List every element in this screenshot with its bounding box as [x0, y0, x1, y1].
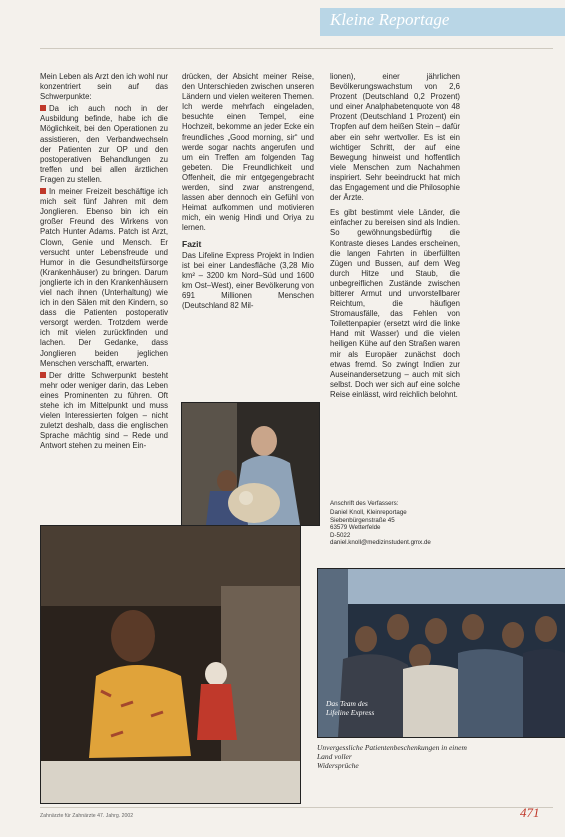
footer-rule: [40, 807, 553, 808]
team-caption-line-1: Das Team des: [326, 699, 368, 708]
bullet-square-icon: [40, 105, 46, 111]
photo-caption: [317, 743, 467, 770]
address-line-3: 63579 Wetterfelde: [330, 524, 381, 532]
address-line-5: daniel.knoll@medizinstudent.gmx.de: [330, 539, 431, 547]
section-title: Kleine Reportage: [330, 10, 450, 29]
col3-paragraph-2: Es gibt bestimmt viele Länder, die einfacher zu bereisen sind als Indien. So gewöhnungsbedürftig die Kontraste dieses Landes erscheinen, die langen Fahrten in überfüllten Zügen und Bussen, auf dem Weg durch Hitze und Staub, die unbegreiflichen Zustände zwischen bitterer Armut und unvorstellbarer Reichtum, die häufigen Stromausfälle, das Fehlen von Toilettenpapier (ersetzt wird die linke Hand mit Wasser) und die vielen heiligen Kühe auf den Straßen waren mir als Europäer zunächst doch etwas fremd. So zwingt Indien zur Auseinandersetzung – auch mit sich selbst. Doch wer sich auf eine solche Reise einlässt, wird reichlich belohnt.: [330, 208, 460, 399]
col2-paragraph-2: Das Lifeline Express Projekt in Indien ist bei einer Landesfläche (3,28 Mio km² – 3200 km Nord–Süd und 1600 km Ost–West), einer Bevölkerung von 691 Millionen Menschen (Deutschland 82 Mil-: [182, 250, 314, 311]
column-3: [330, 72, 460, 400]
photo-caption-line-2: Widersprüche: [317, 761, 359, 770]
address-line-2: Siebenbürgenstraße 45: [330, 516, 395, 524]
photo-doctor-child: [181, 402, 320, 526]
col2-subheading: Fazit: [182, 238, 202, 249]
column-2: [182, 72, 314, 311]
photo-child-toy-image: [41, 526, 300, 803]
photo-child-toy: [40, 525, 301, 804]
col1-bullet-1: Da ich auch noch in der Ausbildung befinde, habe ich die Möglichkeit, bei den Operationen zu assistieren, den Verbandwechseln der Patienten zur OP und den postoperativen Behandlungen zu treffen und bei allen ärztlichen Fragen zu stellen.: [40, 104, 168, 184]
page-number: 471: [520, 805, 540, 820]
col1-intro: Mein Leben als Arzt den ich wohl nur konzentriert sein auf das Schwerpunkte:: [40, 72, 168, 102]
col1-bullet-3: Der dritte Schwerpunkt besteht mehr oder weniger darin, das Leben eines Prominenten zu führen. Oft stehe ich im Mittelpunkt und muss vielen Interessierten folgen – nicht zuletzt deshalb, dass die englischen Sprache mächtig sind – Rede und Antwort stehen zu meinen Ein-: [40, 370, 168, 451]
team-caption-line-2: Lifeline Express: [326, 708, 375, 717]
address-label: Anschrift des Verfassers:: [330, 500, 399, 507]
team-caption: [326, 699, 374, 717]
photo-team: [317, 568, 565, 738]
address-line-1: Daniel Knoll, Kleinreportage: [330, 509, 407, 517]
journal-footer: Zahnärzte für Zahnärzte 47. Jahrg. 2002: [40, 813, 134, 819]
header-rule: [40, 48, 553, 49]
author-address: [330, 500, 490, 546]
photo-doctor-child-image: [182, 403, 319, 525]
col1-bullet-2: In meiner Freizeit beschäftige ich mich seit fünf Jahren mit dem Jonglieren. Ebenso bin ich ein großer Freund des Wirkens von Patch Hunter Adams. Patch ist Arzt, Clown, Genie und Mensch. Er versucht unter Lebensfreude und Humor in die Gesundheitsfürsorge (Krankenhäuser) zu bringen. Darum jonglierte ich in den Krankenhäusern viel nach ihnen (Unterhaltung) wie ich in den Sälen mit den Kindern, so dass die Patienten postoperativ versorgt werden. Trotzdem werde ich mit vielen zurückfinden und lachen. Der Gedanke, dass Jonglieren beiden jeglichen Menschen verschafft, erwarten.: [40, 187, 168, 368]
photo-caption-line-1: Unvergessliche Patientenbeschenkungen in einem Land voller: [317, 743, 467, 761]
bullet-square-icon: [40, 188, 46, 194]
address-line-4: D-5022: [330, 531, 351, 539]
column-1: [40, 72, 168, 451]
col2-paragraph-1: drücken, der Absicht meiner Reise, den Unterschieden zwischen unseren Ländern und vielen weiteren Themen. Ich werde mehrfach eingeladen, besuchte einen Tempel, eine Hochzeit, bekomme an jeder Ecke ein freundliches „Good morning, sir“ und werde sogar nachts angerufen und um ein Treffen am folgenden Tag gebeten. Die Freundlichkeit und Offenheit, die mir entgegengebracht werden, sind zwar anstrengend, lassen aber dennoch ein Gefühl von Heimat aufkommen und motivieren mich, ein wenig Hindi und Oriya zu lernen.: [182, 72, 314, 233]
col3-paragraph-1: lionen), einer jährlichen Bevölkerungswachstum von 2,6 Prozent (Deutschland 0,2 Prozent) und einer Analphabetenquote von 48 Prozent (Deutschland 1 Prozent) ein Tropfen auf dem heißen Stein – dafür aber ein sehr wertvoller. Es ist ein wichtiger Schritt, der auf eine Bewegung hinweist und hoffentlich viele Menschen zum Nachahmen inspiriert. Sehr beeindruckt hat mich das Engagement und die Philosophie der Ärzte.: [330, 72, 460, 203]
bullet-square-icon: [40, 372, 46, 378]
